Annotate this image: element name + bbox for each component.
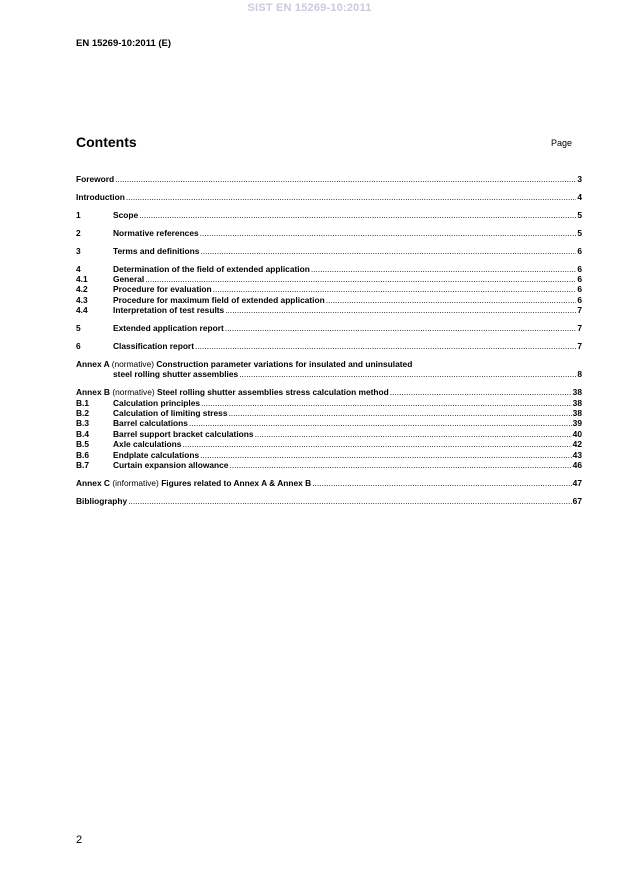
toc-page: 67 [572, 495, 582, 506]
leader-dots [255, 429, 572, 439]
toc-page: 46 [572, 460, 582, 471]
leader-dots [228, 408, 571, 418]
toc-entry-b7[interactable] [76, 460, 582, 470]
toc-number: 5 [76, 323, 81, 334]
toc-entry-interpretation[interactable] [76, 305, 582, 315]
contents-title: Contents [76, 134, 137, 150]
toc-number: B.4 [76, 428, 90, 439]
toc-entry-normative-references[interactable] [76, 228, 582, 238]
toc-page: 6 [577, 284, 582, 295]
leader-dots [128, 496, 571, 506]
page-number: 2 [76, 834, 83, 846]
toc-number: 4.3 [76, 294, 88, 305]
toc-entry-b1[interactable] [76, 398, 582, 408]
annex-type: (informative) [112, 477, 159, 488]
toc-page: 7 [577, 340, 582, 351]
leader-dots [326, 295, 577, 305]
leader-dots [225, 305, 576, 315]
annex-type: (normative) [111, 358, 155, 369]
leader-dots [229, 460, 571, 470]
toc-page: 39 [572, 418, 582, 429]
annex-label: Annex A [76, 358, 110, 369]
annex-title: Figures related to Annex A & Annex B [161, 477, 312, 488]
toc-title: Terms and definitions [113, 245, 200, 256]
toc-page: 38 [572, 387, 582, 398]
leader-dots [200, 228, 577, 238]
toc-number: 4.4 [76, 305, 88, 316]
toc-title: Barrel calculations [113, 418, 188, 429]
toc-number: B.2 [76, 408, 90, 418]
leader-dots [126, 192, 576, 202]
toc-number: 4.1 [76, 273, 88, 284]
leader-dots [201, 398, 572, 408]
leader-dots [189, 418, 572, 428]
toc-title: Scope [113, 209, 139, 220]
toc-page: 7 [577, 305, 582, 316]
toc-page: 3 [577, 174, 582, 184]
toc-entry-foreword[interactable] [76, 174, 582, 184]
toc-title: Classification report [113, 340, 194, 351]
toc-entry-determination[interactable] [76, 264, 582, 274]
toc-entry-annex-a[interactable] [76, 359, 582, 369]
toc-page: 7 [577, 323, 582, 334]
toc-entry-b2[interactable] [76, 408, 582, 418]
toc-page: 6 [577, 294, 582, 305]
toc-title [76, 387, 389, 397]
toc-title: Procedure for evaluation [113, 284, 212, 295]
toc-entry-scope[interactable] [76, 210, 582, 220]
toc-page: 40 [572, 428, 582, 439]
toc-number: B.7 [76, 460, 90, 471]
annex-title: Construction parameter variations for insulated and uninsulated [156, 358, 413, 369]
toc-entry-b6[interactable] [76, 450, 582, 460]
leader-dots [115, 174, 576, 184]
leader-dots [200, 450, 572, 460]
toc-entry-annex-a-continued[interactable] [76, 369, 582, 379]
toc-entry-b4[interactable] [76, 429, 582, 439]
toc-entry-b3[interactable] [76, 418, 582, 428]
toc-title: Normative references [113, 227, 199, 238]
toc-title: Barrel support bracket calculations [113, 428, 254, 439]
toc-entry-bibliography[interactable] [76, 496, 582, 506]
toc-title [76, 478, 311, 488]
toc-entry-classification-report[interactable] [76, 341, 582, 351]
table-of-contents [76, 174, 582, 506]
annex-label: Annex C [76, 477, 110, 488]
toc-title: Calculation principles [113, 397, 201, 408]
toc-title: Curtain expansion allowance [113, 460, 229, 471]
toc-title: Determination of the field of extended application [113, 263, 310, 274]
toc-number: B.5 [76, 439, 90, 450]
toc-title: Calculation of limiting stress [113, 408, 228, 418]
leader-dots [390, 387, 572, 397]
toc-title: Bibliography [76, 495, 128, 506]
leader-dots [200, 246, 576, 256]
toc-page: 47 [572, 477, 582, 488]
toc-title: General [113, 273, 145, 284]
annex-label: Annex B [76, 387, 110, 398]
toc-entry-terms[interactable] [76, 246, 582, 256]
toc-page: 43 [572, 449, 582, 460]
leader-dots [145, 274, 576, 284]
toc-page: 4 [577, 191, 582, 202]
toc-number: 4.2 [76, 284, 88, 295]
toc-number: 2 [76, 227, 81, 238]
toc-number: B.1 [76, 397, 90, 408]
document-id: EN 15269-10:2011 (E) [76, 38, 172, 49]
leader-dots [182, 439, 571, 449]
toc-number: 3 [76, 245, 81, 256]
toc-title: Procedure for maximum field of extended application [113, 294, 325, 305]
leader-dots [239, 369, 576, 379]
toc-page: 6 [577, 263, 582, 274]
toc-entry-b5[interactable] [76, 439, 582, 449]
leader-dots [213, 284, 577, 294]
toc-entry-extended-report[interactable] [76, 323, 582, 333]
toc-title: steel rolling shutter assemblies [113, 369, 239, 380]
toc-entry-introduction[interactable] [76, 192, 582, 202]
leader-dots [139, 210, 576, 220]
toc-entry-general[interactable] [76, 274, 582, 284]
annex-title: Steel rolling shutter assemblies stress calculation method [157, 387, 389, 398]
toc-number: 4 [76, 263, 81, 274]
toc-number: B.3 [76, 418, 90, 429]
leader-dots [311, 264, 576, 274]
toc-title: Interpretation of test results [113, 305, 225, 316]
toc-title: Introduction [76, 191, 125, 202]
toc-page: 6 [577, 245, 582, 256]
annex-type: (normative) [112, 387, 155, 398]
toc-page: 38 [572, 397, 582, 408]
page-column-header: Page [551, 138, 573, 148]
toc-number: 6 [76, 340, 81, 351]
toc-page: 38 [572, 408, 582, 418]
toc-entry-annex-c[interactable] [76, 478, 582, 488]
toc-page: 42 [572, 439, 582, 450]
toc-number: B.6 [76, 449, 90, 460]
toc-page: 6 [577, 273, 582, 284]
leader-dots [225, 323, 577, 333]
toc-entry-annex-b[interactable] [76, 387, 582, 397]
toc-title [76, 359, 412, 369]
toc-entry-procedure-evaluation[interactable] [76, 284, 582, 294]
toc-title: Axle calculations [113, 439, 182, 450]
toc-title: Foreword [76, 174, 115, 184]
toc-page: 5 [577, 209, 582, 220]
toc-number: 1 [76, 209, 81, 220]
toc-page: 5 [577, 227, 582, 238]
toc-title: Extended application report [113, 323, 224, 334]
watermark: SIST EN 15269-10:2011 [247, 2, 372, 14]
leader-dots [312, 478, 571, 488]
toc-title: Endplate calculations [113, 449, 200, 460]
toc-entry-procedure-maximum[interactable] [76, 295, 582, 305]
toc-page: 8 [577, 369, 582, 380]
leader-dots [195, 341, 576, 351]
